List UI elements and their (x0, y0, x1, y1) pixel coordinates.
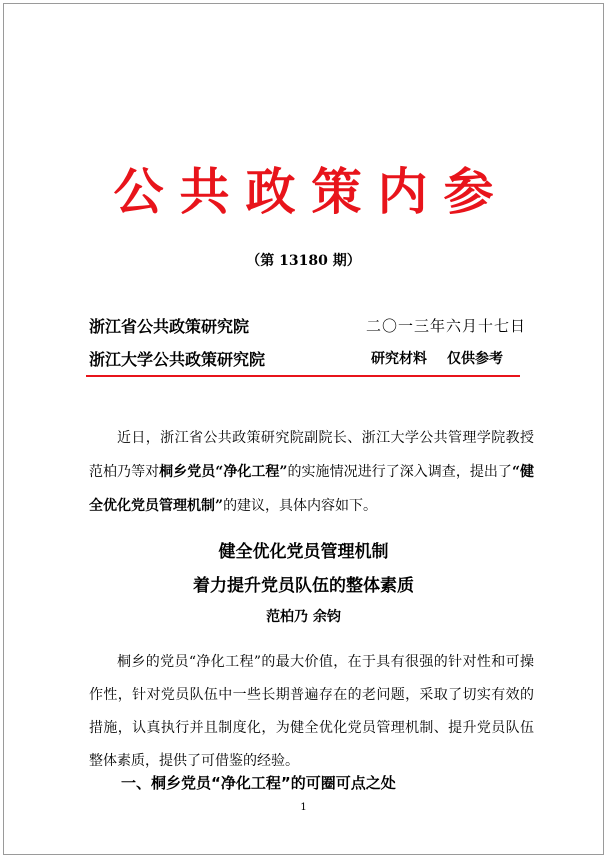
intro-text-1: 近日，浙江省公共政策研究院副院长、浙江大学公共管理学院教授范柏乃等对 (89, 430, 534, 480)
document-page (3, 3, 604, 855)
ref-note: 仅供参考 (447, 351, 503, 367)
intro-text-3: 的建议，具体内容如下。 (223, 498, 378, 514)
reference-note (371, 348, 503, 368)
section-heading: 一、桐乡党员“净化工程”的可圈可点之处 (121, 774, 396, 792)
article-authors: 范柏乃 余钧 (266, 609, 341, 625)
article-title-line-2: 着力提升党员队伍的整体素质 (193, 576, 414, 596)
issuing-org-2: 浙江大学公共政策研究院 (89, 350, 266, 369)
intro-bold-1: 桐乡党员“净化工程” (159, 464, 288, 480)
body-paragraph: 桐乡的党员“净化工程”的最大价值，在于具有很强的针对性和可操作性，针对党员队伍中一些长期普遍存在的老问题，采取了切实有效的措施，认真执行并且制度化，为健全优化党员管理机制、提升党员队伍整体素质，提供了可借鉴的经验。 (89, 654, 534, 769)
ref-label: 研究材料 (371, 351, 427, 367)
intro-text-2: 的实施情况进行了深入调查，提出了 (287, 464, 512, 480)
intro-paragraph (89, 421, 534, 523)
masthead-title: 公共政策内参 (113, 162, 510, 221)
header-divider (86, 375, 520, 377)
issue-number: （第 13180 期） (246, 253, 361, 269)
issue-date: 二〇一三年六月十七日 (366, 317, 527, 335)
page-number: 1 (300, 802, 307, 813)
intro-bold-2: “健全优化党员管理机制” (89, 464, 535, 514)
article-title-line-1: 健全优化党员管理机制 (218, 542, 389, 562)
issuing-org-1: 浙江省公共政策研究院 (89, 317, 250, 336)
